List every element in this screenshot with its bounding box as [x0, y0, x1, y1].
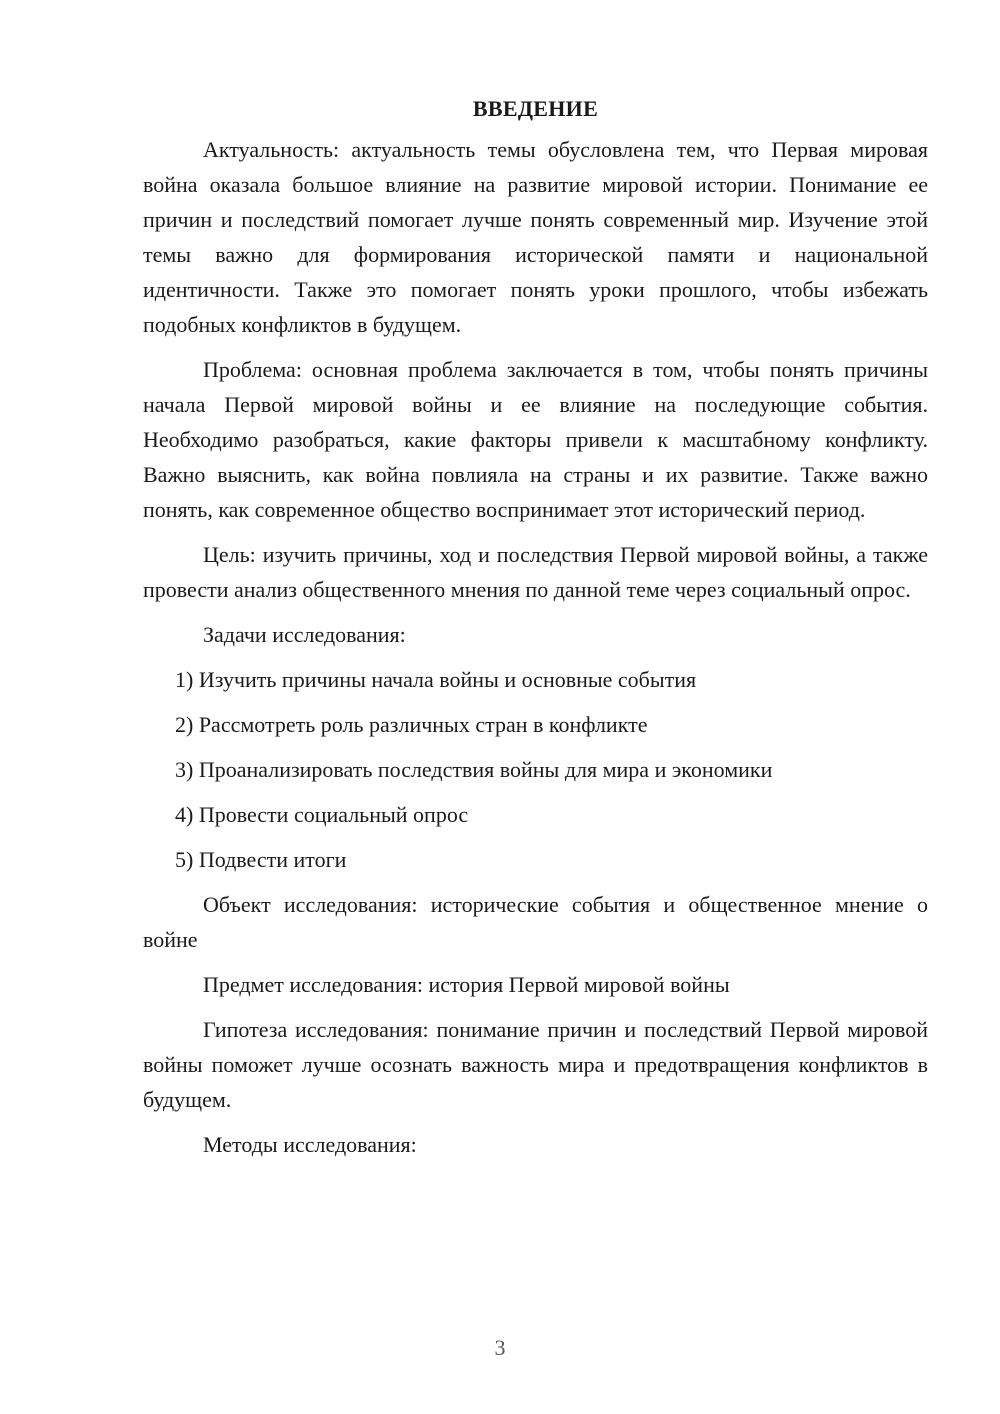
list-item: 1) Изучить причины начала войны и основные события	[175, 667, 697, 692]
hypothesis-paragraph: Гипотеза исследования: понимание причин и последствий Первой мировой войны поможет лучше осознать важность мира и предотвращения конфликтов в будущем.	[143, 1017, 928, 1112]
section-title: ВВЕДЕНИЕ	[472, 96, 599, 121]
tasks-heading: Задачи исследования:	[203, 622, 406, 647]
subject-paragraph: Предмет исследования: история Первой мировой войны	[203, 972, 730, 997]
problem-paragraph: Проблема: основная проблема заключается в том, чтобы понять причины начала Первой мировой войны и ее влияние на последующие события. Необходимо разобраться, какие факторы привели к масштабному конфликту. Важно выяснить, как война повлияла на страны и их развитие. Также важно понять, как современное общество воспринимает этот исторический период.	[143, 357, 928, 522]
list-item: 4) Провести социальный опрос	[175, 802, 469, 827]
tasks-list	[143, 662, 928, 877]
relevance-paragraph: Актуальность: актуальность темы обусловлена тем, что Первая мировая война оказала большое влияние на развитие мировой истории. Понимание ее причин и последствий помогает лучше понять современный мир. Изучение этой темы важно для формирования исторической памяти и национальной идентичности. Также это помогает понять уроки прошлого, чтобы избежать подобных конфликтов в будущем.	[143, 137, 928, 337]
methods-heading: Методы исследования:	[203, 1132, 417, 1157]
document-page	[143, 92, 928, 1172]
object-paragraph: Объект исследования: исторические события и общественное мнение о войне	[143, 892, 928, 952]
goal-paragraph: Цель: изучить причины, ход и последствия Первой мировой войны, а также провести анализ общественного мнения по данной теме через социальный опрос.	[143, 542, 928, 602]
list-item: 2) Рассмотреть роль различных стран в конфликте	[175, 712, 648, 737]
list-item: 3) Проанализировать последствия войны для мира и экономики	[175, 757, 773, 782]
list-item: 5) Подвести итоги	[175, 847, 347, 872]
page-number: 3	[494, 1335, 506, 1360]
